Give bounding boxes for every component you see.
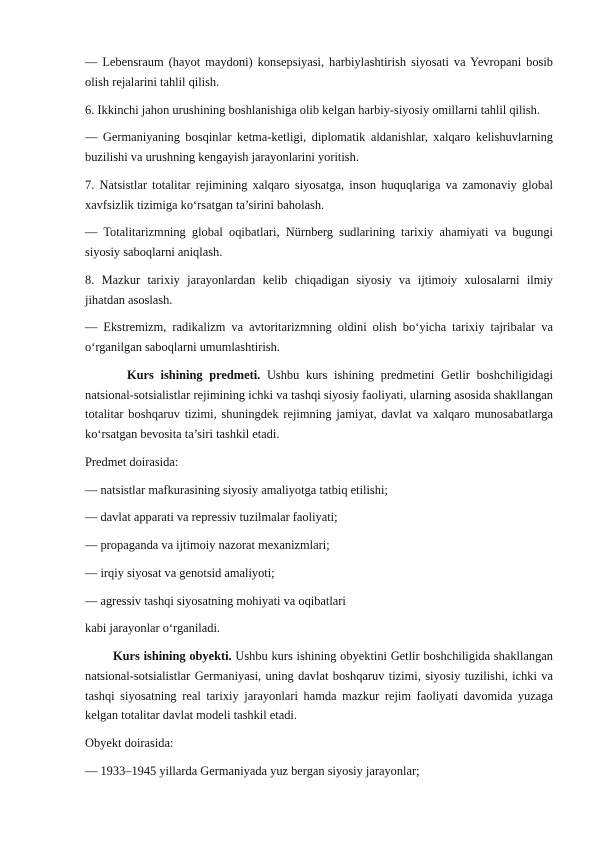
object-paragraph: [85, 647, 553, 726]
list-item: — agressiv tashqi siyosatning mohiyati va oqibatlari: [85, 593, 346, 608]
list-item: — 1933–1945 yillarda Germaniyada yuz bergan siyosiy jarayonlar;: [85, 763, 420, 778]
paragraph: 7. Natsistlar totalitar rejimining xalqaro siyosatga, inson huquqlariga va zamonaviy global xavfsizlik tizimiga ko‘rsatgan ta’sirini baholash.: [85, 177, 553, 212]
paragraph: — Ekstremizm, radikalizm va avtoritarizmning oldini olish bo‘yicha tarixiy tajribalar va o‘rganilgan saboqlarni umumlashtirish.: [85, 320, 553, 354]
list-item: kabi jarayonlar o‘rganiladi.: [85, 621, 220, 636]
list-item: — natsistlar mafkurasining siyosiy amaliyotga tatbiq etilishi;: [85, 482, 388, 497]
paragraph: 6. Ikkinchi jahon urushining boshlanishiga olib kelgan harbiy-siyosiy omillarni tahlil qilish.: [85, 102, 540, 117]
paragraph: — Germaniyaning bosqinlar ketma-ketligi, diplomatik aldanishlar, xalqaro kelishuvlarning buzilishi va urushning kengayish jarayonlarini yoritish.: [85, 130, 553, 164]
paragraph: — Lebensraum (hayot maydoni) konsepsiyasi, harbiylashtirish siyosati va Yevropani bosib olish rejalarini tahlil qilish.: [85, 55, 553, 89]
document-page: [85, 53, 553, 790]
object-scope-label: Obyekt doirasida:: [85, 736, 174, 751]
list-item: — irqiy siyosat va genotsid amaliyoti;: [85, 565, 275, 580]
subject-heading: Kurs ishining predmeti.: [127, 367, 261, 382]
list-item: — propaganda va ijtimoiy nazorat mexanizmlari;: [85, 538, 330, 553]
paragraph: — Totalitarizmning global oqibatlari, Nürnberg sudlarining tarixiy ahamiyati va bugungi siyosiy saboqlarni aniqlash.: [85, 225, 553, 259]
subject-text: Ushbu kurs ishining predmetini Getlir boshchiligidagi natsional-sotsialistlar rejimining ichki va tashqi siyosiy faoliyati, ularning asosida shakllangan totalitar boshqaruv tizimi, shuningdek rejimning jamiyat, davlat va xalqaro munosabatlarga ko‘rsatgan bevosita ta’siri tashkil etadi.: [85, 367, 553, 441]
subject-scope-label: Predmet doirasida:: [85, 454, 179, 469]
paragraph: 8. Mazkur tarixiy jarayonlardan kelib chiqadigan siyosiy va ijtimoiy xulosalarni ilmiy jihatdan asoslash.: [85, 272, 553, 307]
object-heading: Kurs ishining obyekti.: [113, 649, 232, 664]
list-item: — davlat apparati va repressiv tuzilmalar faoliyati;: [85, 510, 338, 525]
object-text: Ushbu kurs ishining obyektini Getlir boshchiligida shakllangan natsional-sotsialistlar Germaniyasi, uning davlat boshqaruv tizimi, siyosiy tuzilishi, ichki va tashqi siyosatning real tarixiy jarayonlari hamda mazkur rejim faoliyati davomida yuzaga kelgan totalitar davlat modeli tashkil etadi.: [85, 649, 553, 723]
subject-paragraph: [85, 366, 553, 445]
